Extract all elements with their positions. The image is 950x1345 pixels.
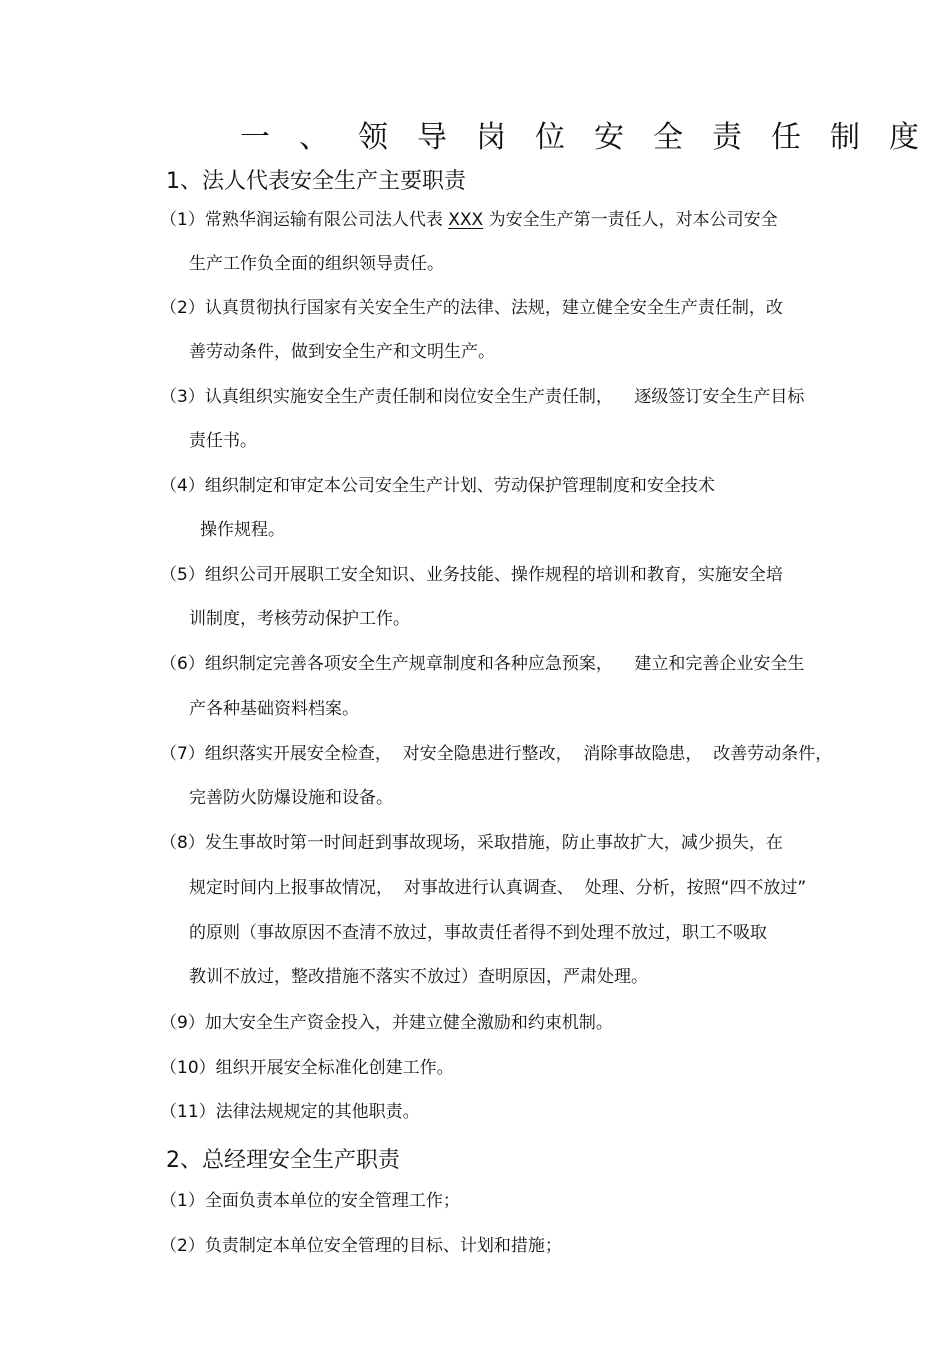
item-2-line-1: （2）认真贯彻执行国家有关安全生产的法律、法规，建立健全安全生产责任制，改 bbox=[160, 298, 783, 318]
s2-item-1-line-1: （1）全面负责本单位的安全管理工作； bbox=[160, 1191, 460, 1211]
item-1-line-2: 生产工作负全面的组织领导责任。 bbox=[189, 254, 444, 274]
item-2-line-2: 善劳动条件，做到安全生产和文明生产。 bbox=[189, 342, 495, 362]
legal-rep-name: XXX bbox=[448, 210, 484, 230]
item-8-line-2: 规定时间内上报事故情况， 对事故进行认真调查、 处理、分析，按照“四不放过” bbox=[189, 878, 807, 898]
item-3-line-2: 责任书。 bbox=[189, 431, 257, 451]
item-3-line-1: （3）认真组织实施安全生产责任制和岗位安全生产责任制， 逐级签订安全生产目标 bbox=[160, 387, 805, 407]
item-4-line-2: 操作规程。 bbox=[200, 520, 285, 540]
section-heading-2: 2、总经理安全生产职责 bbox=[166, 1148, 400, 1173]
item-11-line-1: （11）法律法规规定的其他职责。 bbox=[160, 1102, 420, 1122]
item-9-line-1: （9）加大安全生产资金投入，并建立健全激励和约束机制。 bbox=[160, 1013, 613, 1033]
item-8-line-3: 的原则（事故原因不查清不放过，事故责任者得不到处理不放过，职工不吸取 bbox=[189, 923, 767, 943]
item-5-line-1: （5）组织公司开展职工安全知识、业务技能、操作规程的培训和教育，实施安全培 bbox=[160, 565, 783, 585]
item-7-line-1: （7）组织落实开展安全检查， 对安全隐患进行整改， 消除事故隐患， 改善劳动条件， bbox=[160, 744, 833, 764]
item-1-line-1: （1）常熟华润运输有限公司法人代表 XXX 为安全生产第一责任人，对本公司安全 bbox=[160, 210, 778, 230]
item-4-line-1: （4）组织制定和审定本公司安全生产计划、劳动保护管理制度和安全技术 bbox=[160, 476, 715, 496]
item-7-line-2: 完善防火防爆设施和设备。 bbox=[189, 788, 393, 808]
item-6-line-1: （6）组织制定完善各项安全生产规章制度和各种应急预案， 建立和完善企业安全生 bbox=[160, 654, 805, 674]
item-8-line-1: （8）发生事故时第一时间赶到事故现场，采取措施，防止事故扩大，减少损失，在 bbox=[160, 833, 783, 853]
item-5-line-2: 训制度，考核劳动保护工作。 bbox=[189, 609, 410, 629]
item-6-line-2: 产各种基础资料档案。 bbox=[189, 699, 359, 719]
page-title: 一、领导岗位安全责任制度 bbox=[240, 120, 948, 155]
item-10-line-1: （10）组织开展安全标准化创建工作。 bbox=[160, 1058, 454, 1078]
section-heading-1: 1、法人代表安全生产主要职责 bbox=[166, 169, 466, 194]
item-8-line-4: 教训不放过，整改措施不落实不放过）查明原因，严肃处理。 bbox=[189, 967, 648, 987]
s2-item-2-line-1: （2）负责制定本单位安全管理的目标、计划和措施； bbox=[160, 1236, 562, 1256]
